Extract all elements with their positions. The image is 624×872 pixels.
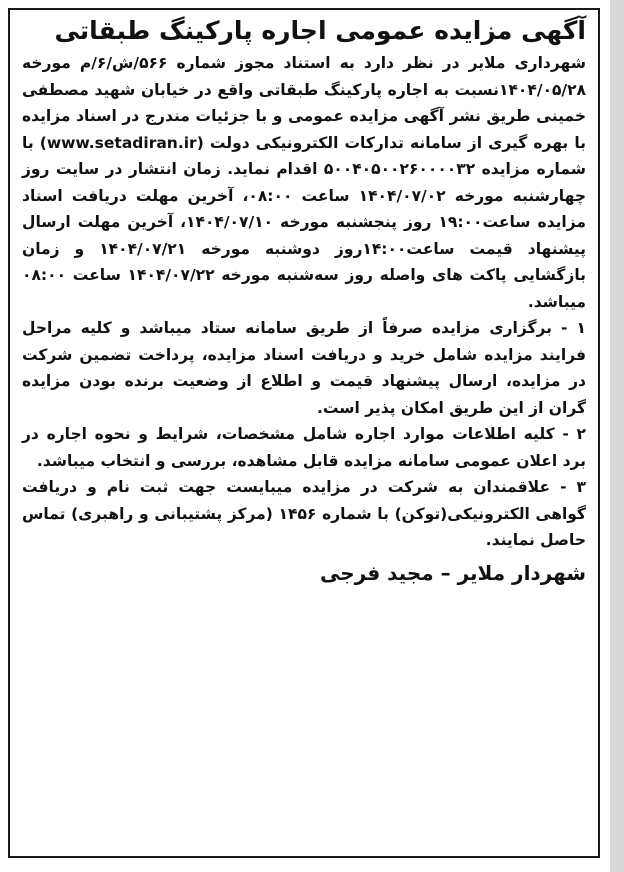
- notice-clause-2: ۲ - کلیه اطلاعات موارد اجاره شامل مشخصات، شرایط و نحوه اجاره در برد اعلان عمومی سامانه مزایده قابل مشاهده، بررسی و انتخاب میباشد.: [22, 425, 586, 470]
- auction-notice-box: [8, 8, 600, 858]
- page-edge-strip: [610, 0, 624, 872]
- mayor-signature: شهردار ملایر – مجید فرجی: [319, 560, 586, 585]
- notice-intro-paragraph: شهرداری ملایر در نظر دارد به استناد مجوز شماره ۵۶۶/ش/۶/م مورخه ۱۴۰۴/۰۵/۲۸نسبت به اجاره پارکینگ طبقاتی واقع در خیابان شهید مصطفی خمینی طریق نشر آگهی مزایده عمومی و با جزئیات مندرج در اسناد مزایده با بهره گیری از سامانه تدارکات الکترونیکی دولت (www.setadiran.ir) با شماره مزایده ۵۰۰۴۰۵۰۰۲۶۰۰۰۰۳۲ اقدام نماید. زمان انتشار در سایت روز چهارشنبه مورخه ۱۴۰۴/۰۷/۰۲ ساعت ۰۸:۰۰، آخرین مهلت دریافت اسناد مزایده ساعت۱۹:۰۰ روز پنجشنبه مورخه ۱۴۰۴/۰۷/۱۰، آخرین مهلت ارسال پیشنهاد قیمت ساعت۱۴:۰۰روز دوشنبه مورخه ۱۴۰۴/۰۷/۲۱ و زمان بازگشایی پاکت های واصله روز سه‌شنبه مورخه ۱۴۰۴/۰۷/۲۲ ساعت ۰۸:۰۰ میباشد.: [22, 54, 587, 311]
- notice-clause-1: ۱ - برگزاری مزایده صرفاً از طریق سامانه ستاد میباشد و کلیه مراحل فرایند مزایده شامل خرید و دریافت اسناد مزایده، پرداخت تضمین شرکت در مزایده، ارسال پیشنهاد قیمت و اطلاع از وضعیت برنده بودن مزایده گران از این طریق امکان پذیر است.: [22, 319, 586, 417]
- notice-title: آگهی مزایده عمومی اجاره پارکینگ طبقاتی: [54, 16, 586, 45]
- notice-clause-3: ۳ - علاقمندان به شرکت در مزایده میبایست جهت ثبت نام و دریافت گواهی الکترونیکی(توکن) با شماره ۱۴۵۶ (مرکز پشتیبانی و راهبری) تماس حاصل نمایند.: [22, 478, 586, 549]
